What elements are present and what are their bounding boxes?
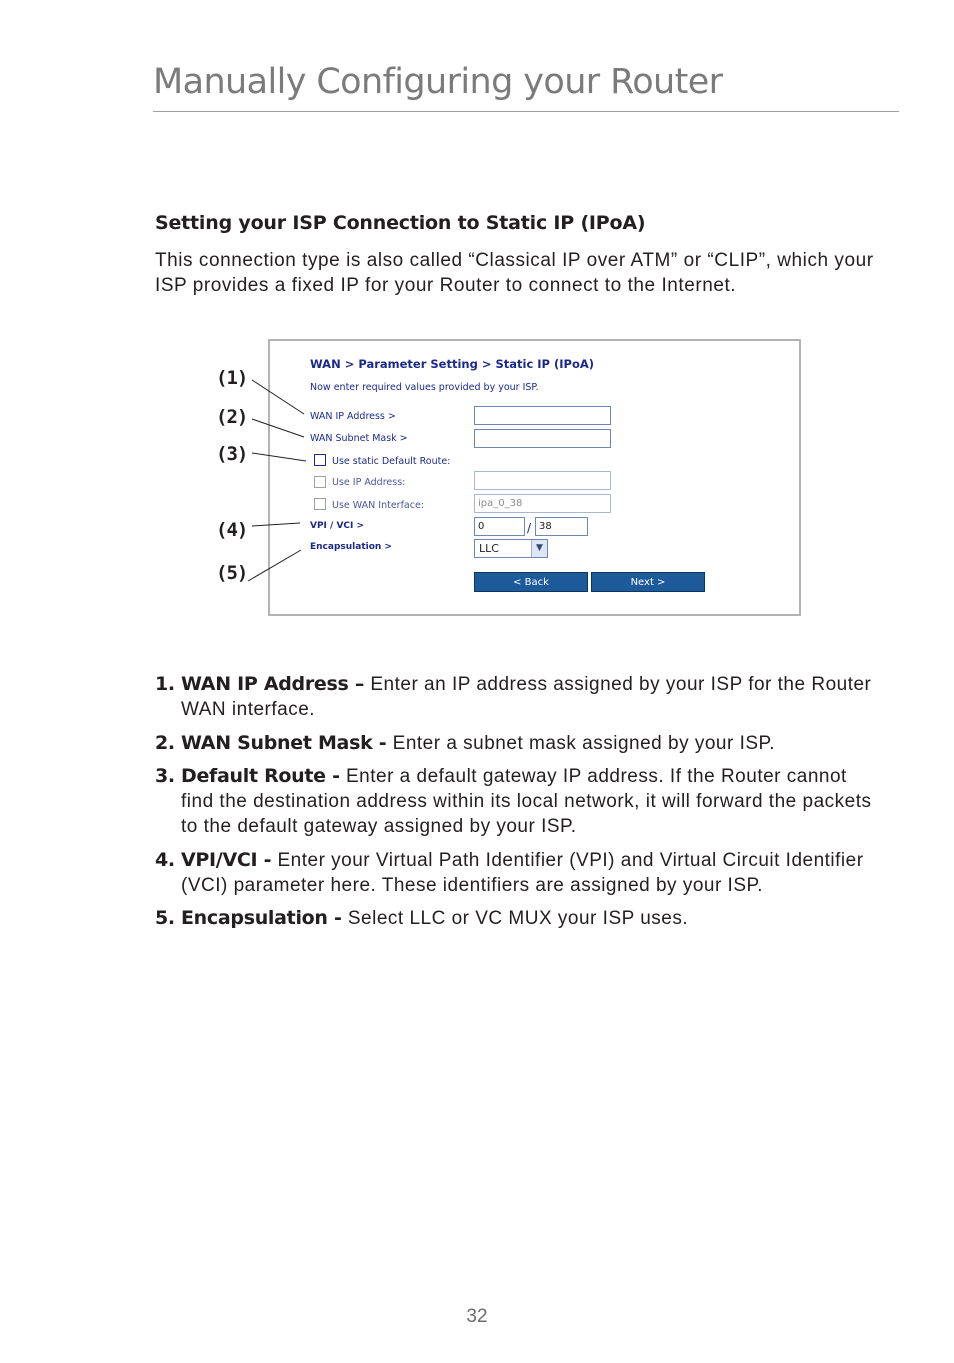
item-term: WAN Subnet Mask -: [181, 731, 393, 754]
item-number: 1.: [155, 673, 175, 695]
item-number: 3.: [155, 764, 175, 787]
vci-input[interactable]: 38: [535, 517, 588, 536]
callout-4: (4): [216, 519, 248, 541]
use-wan-interface-input[interactable]: ipa_0_38: [474, 494, 611, 513]
callout-1: (1): [216, 367, 248, 389]
vpi-input[interactable]: 0: [474, 517, 525, 536]
item-text: Enter a subnet mask assigned by your ISP.: [392, 732, 776, 754]
vpi-vci-label: VPI / VCI >: [310, 521, 365, 531]
leader-line-2: [252, 419, 304, 437]
page-number: 32: [466, 1306, 488, 1327]
encapsulation-selected: LLC: [479, 542, 499, 555]
intro-paragraph: This connection type is also called “Classical IP over ATM” or “CLIP”, which your ISP provides a fixed IP for your Router to connect to the Internet.: [155, 250, 874, 297]
list-item: [155, 906, 875, 931]
page-title: Manually Configuring your Router: [153, 62, 723, 102]
leader-line-3: [252, 453, 306, 461]
wan-subnet-label: WAN Subnet Mask >: [310, 433, 408, 444]
list-item: [155, 672, 875, 723]
item-text: Select LLC or VC MUX your ISP uses.: [347, 908, 689, 930]
list-item: [155, 731, 875, 756]
item-term: Default Route -: [181, 764, 346, 787]
item-text: Enter your Virtual Path Identifier (VPI) and Virtual Circuit Identifier (VCI) parameter here. These identifiers are assigned by your ISP.: [181, 849, 864, 897]
item-text: Enter a default gateway IP address. If the Router cannot find the destination address within its local network, it will forward the packets to the default gateway assigned by your ISP.: [181, 765, 872, 838]
list-item: [155, 764, 875, 840]
instruction-text: Now enter required values provided by your ISP.: [310, 382, 539, 393]
description-list: [155, 672, 875, 940]
callout-3: (3): [216, 443, 248, 465]
callout-5: (5): [216, 562, 248, 584]
next-button[interactable]: Next >: [591, 572, 705, 592]
back-button[interactable]: < Back: [474, 572, 588, 592]
leader-line-5: [248, 550, 301, 581]
item-term: VPI/VCI -: [181, 848, 278, 871]
leader-line-1: [252, 380, 304, 414]
vci-separator: /: [527, 521, 532, 535]
item-number: 2.: [155, 731, 175, 754]
list-item: [155, 848, 875, 899]
callout-2: (2): [216, 406, 248, 428]
use-static-default-route-label: Use static Default Route:: [332, 456, 451, 467]
chevron-down-icon: ▼: [531, 540, 547, 557]
section-heading: Setting your ISP Connection to Static IP (IPoA): [155, 212, 646, 234]
item-term: WAN IP Address –: [181, 673, 371, 695]
item-term: Encapsulation -: [181, 907, 348, 930]
use-wan-interface-label: Use WAN Interface:: [332, 500, 424, 511]
breadcrumb: WAN > Parameter Setting > Static IP (IPoA): [310, 357, 595, 371]
encapsulation-label: Encapsulation >: [310, 542, 392, 552]
use-ip-address-label: Use IP Address:: [332, 477, 406, 488]
item-text: Enter an IP address assigned by your ISP for the Router WAN interface.: [181, 674, 872, 721]
wan-ip-label: WAN IP Address >: [310, 411, 396, 422]
leader-line-4: [252, 523, 300, 526]
item-number: 4.: [155, 848, 175, 871]
item-number: 5.: [155, 907, 175, 930]
